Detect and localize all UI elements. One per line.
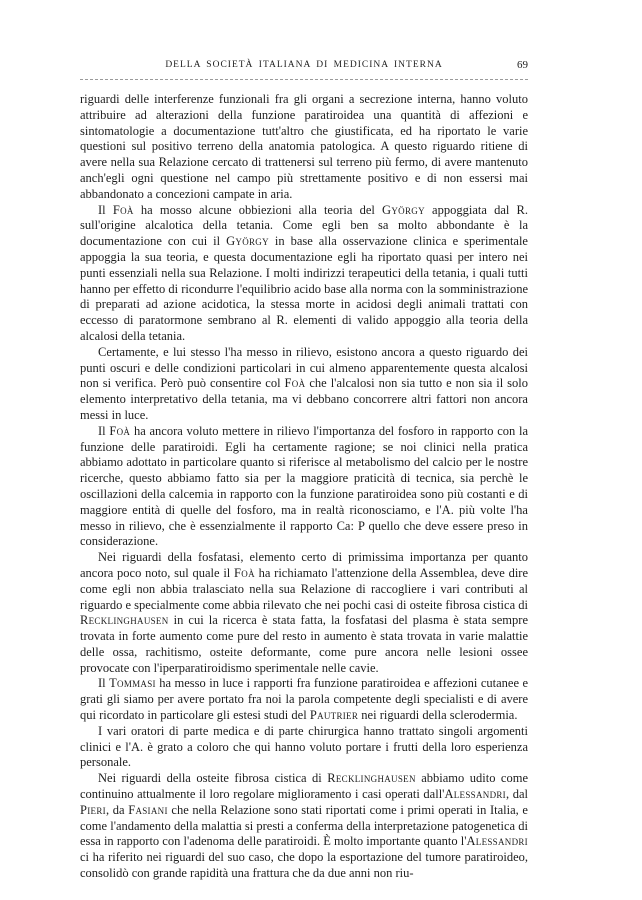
text-run: ha ancora voluto mettere in rilievo l'importanza del fosforo in rapporto con la funzione delle paratiroidi. Egli ha certamente ragione; se noi clinici nella pratica abbiamo adottato in particolare quanto si riferisce al metabolismo del calcio per le nostre ricerche, questo abbiamo fatto sia per la maggiore praticità di tecnica, sia perchè le oscillazioni della calcemia in rapporto con la funzione paratiroidea sono più costanti e di maggiore entità di quelle del fosforo, ma in realtà riconosciamo, e l'A. più volte l'ha messo in rilievo, che è essenzialmente il rapporto Ca: P quello che deve essere preso in considerazione. [80,423,529,549]
text-run: ha messo in luce i rapporti fra funzione paratiroidea e affezioni cutanee e grati gli siamo per avere portato fra noi la parola competente degli specialisti e di avere qui ricordato in particolare gli estesi studi del [80,676,529,723]
text-run: riguardi delle interferenze funzionali fra gli organi a secrezione interna, hanno voluto attribuire ad alterazioni della funzione paratiroidea una quantità di affezioni e sintomatologie a documentazione tutt'altro che giustificata, ed ha riportato le varie questioni sul positivo terreno della anatomia patologica. A questo riguardo ritiene di avere nella sua Relazione cercato di trattenersi sul terreno più fermo, di avere mantenuto anch'egli ogni questione nel campo più strettamente positivo e di non essersi mai abbandonato a concezioni campate in aria. [80,92,528,201]
paragraph [80,676,528,723]
text-run: Nei riguardi della fosfatasi, elemento certo di primissima importanza per quanto ancora poco noto, sul quale il [80,550,528,580]
paragraph [80,771,528,882]
text-run: nei riguardi della sclerodermia. [358,708,518,723]
author-name: Foà [109,423,131,438]
author-name: Tommasi [109,676,156,691]
text-run: ci ha riferito nei riguardi del suo caso, che dopo la esportazione del tumore paratiroideo, consolidò con grande rapidità una frattura che da due anni non riu- [80,850,528,881]
author-name: György [226,234,269,249]
running-head: DELLA SOCIETÀ ITALIANA DI MEDICINA INTERNA [165,60,443,70]
header-rule [80,79,528,80]
author-name: Alessandri [444,787,506,802]
paragraph [80,424,528,550]
text-run: in cui la ricerca è stata fatta, la fosfatasi del plasma è stata sempre trovata in forte aumento come pure del resto in aumento è stata trovata in varie malattie delle ossa, rachitismo, osteite deformante, come pure ancora nelle lesioni ossee provocate con l'iperparatiroidismo sperimentale nelle cavie. [80,613,528,675]
body-text [80,92,528,882]
text-run: Certamente, e lui stesso l'ha messo in rilievo, esistono ancora a questo riguardo dei punti oscuri e delle condizioni particolari in cui almeno apparentemente questa alcalosi non si verifica. Però può consentire col [80,344,528,391]
author-name: Pautrier [309,708,359,723]
author-name: Recklinghausen [80,613,169,628]
text-run: Il [98,423,110,438]
paragraph [80,92,528,203]
author-name: Pieri [80,802,106,817]
text-run: appoggiata dal R. sull'origine alcalotica della tetania. Come egli ben sa molto abbondante è la documentazione con cui il [80,202,528,249]
paragraph [80,203,528,345]
author-name: Fasiani [128,802,168,817]
text-run: I vari oratori di parte medica e di parte chirurgica hanno trattato singoli argomenti clinici e l'A. è grato a coloro che qui hanno voluto portare i frutti della loro esperienza personale. [80,723,528,770]
author-name: Foà [284,376,306,391]
author-name: Alessandri [466,834,528,849]
text-run: in base alla osservazione clinica e sperimentale appoggia la sua teoria, e questa documentazione egli ha riportato quasi per intero nei punti essenziali nella sua Relazione. I molti indirizzi terapeutici della tetania, i quali tutti hanno per effetto di ricondurre l'equilibrio acido base alla norma con la somministrazione di preparati ad azione acidotica, la stessa morte in acidosi degli animali trattati con eccesso di paratormone sembrano al R. elementi di valido appoggio alla teoria della alcalosi della tetania. [80,234,528,343]
page-number: 69 [517,59,528,71]
paragraph [80,550,528,676]
page-header [80,60,528,76]
author-name: Foà [234,565,255,580]
text-run: Nei riguardi della osteite fibrosa cistica di [98,771,328,786]
text-run: che l'alcalosi non sia tutto e non sia il solo elemento interpretativo della tetania, ma vi debbano concorrere altri fattori non ancora messi in luce. [80,376,528,422]
author-name: Foà [112,202,134,217]
text-run: ha mosso alcune obbiezioni alla teoria del [133,202,383,217]
text-run: ha richiamato l'attenzione della Assemblea, deve dire come egli non abbia tralasciato nella sua Relazione di raccogliere i vari contributi al riguardo e specialmente come abbia rilevato che nei pochi casi di osteite fibrosa cistica di [80,565,529,612]
author-name: György [382,202,425,217]
text-run: , da [105,802,129,817]
text-run: , dal [505,787,528,802]
author-name: Recklinghausen [327,771,416,786]
text-run: Il [98,202,113,217]
paragraph [80,724,528,771]
paragraph [80,345,528,424]
text-run: Il [98,676,110,691]
text-run: che nella Relazione sono stati riportati come i primi operati in Italia, e come l'andamento della malattia si presti a conferma della interpretazione patogenetica di essa in rapporto con l'adenoma delle paratiroidi. È molto importante quanto l' [80,802,528,849]
text-run: abbiamo udito come continuino attualmente il loro regolare miglioramento i casi operati dall' [80,771,528,802]
